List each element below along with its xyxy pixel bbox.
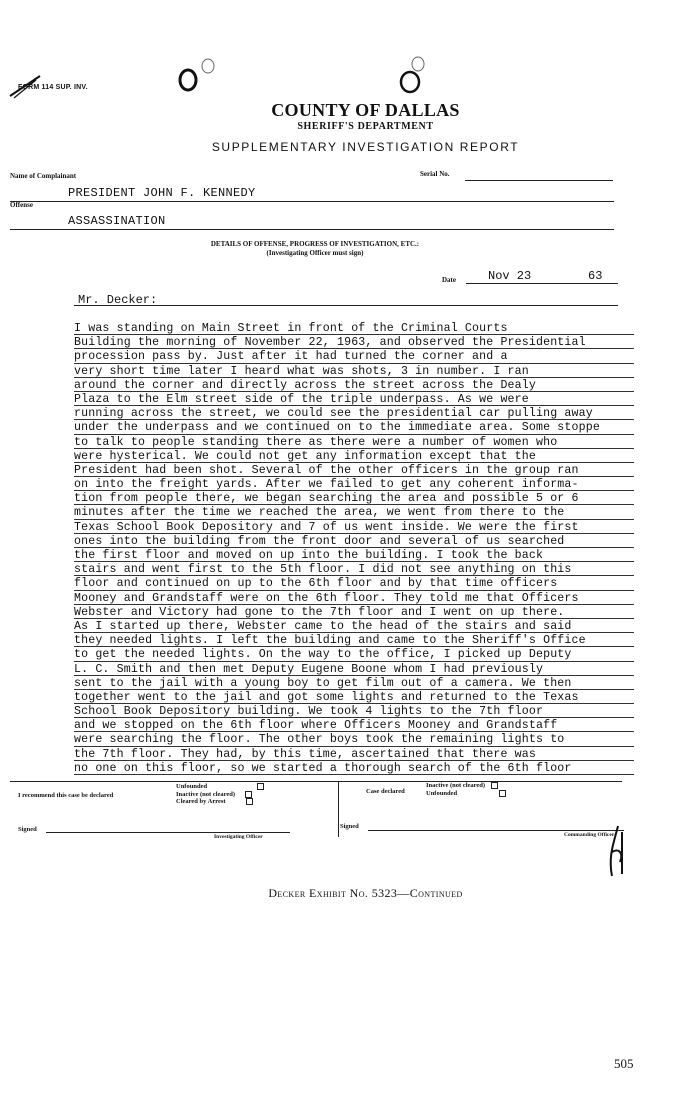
punch-hole-icon (392, 54, 432, 96)
body-underline (74, 448, 634, 449)
body-underline (74, 632, 634, 633)
body-underline (74, 348, 634, 349)
body-underline (74, 746, 634, 747)
investigating-officer-label: Investigating Officer (214, 834, 263, 840)
body-line: Plaza to the Elm street side of the triple underpass. As we were (74, 393, 634, 407)
body-line: under the underpass and we continued on to the immediate area. Some stoppe (74, 421, 634, 435)
body-line: stairs and went first to the 5th floor. I did not see anything on this (74, 563, 634, 577)
body-line: to talk to people standing there as there were a number of women who (74, 436, 634, 450)
body-underline (74, 334, 634, 335)
body-line: and we stopped on the 6th floor where Officers Mooney and Grandstaff (74, 719, 634, 733)
checkbox[interactable] (499, 790, 506, 797)
body-underline (74, 703, 634, 704)
body-underline (74, 675, 634, 676)
checkbox[interactable] (245, 791, 252, 798)
report-body (74, 322, 634, 776)
exhibit-caption: Decker Exhibit No. 5323—Continued (268, 886, 463, 900)
body-underline (74, 618, 634, 619)
body-underline (74, 575, 634, 576)
body-line: they needed lights. I left the building and came to the Sheriff's Office (74, 634, 634, 648)
body-line: no one on this floor, so we started a thorough search of the 6th floor (74, 762, 634, 776)
body-line: I was standing on Main Street in front of the Criminal Courts (74, 322, 634, 336)
body-line: running across the street, we could see the presidential car pulling away (74, 407, 634, 421)
body-underline (74, 774, 634, 775)
report-title: SUPPLEMENTARY INVESTIGATION REPORT (211, 140, 520, 154)
body-line: on into the freight yards. After we failed to get any coherent informa- (74, 478, 634, 492)
body-line: the first floor and moved on up into the building. I took the back (74, 549, 634, 563)
checkbox[interactable] (246, 798, 253, 805)
signature-scribble-icon (598, 822, 638, 882)
body-line: L. C. Smith and then met Deputy Eugene Boone whom I had previously (74, 663, 634, 677)
body-underline (74, 391, 634, 392)
body-underline (74, 533, 634, 534)
body-underline (74, 731, 634, 732)
date-value: Nov 23 (488, 269, 532, 283)
body-underline (74, 476, 634, 477)
department-title: SHERIFF'S DEPARTMENT (297, 121, 434, 132)
body-underline (74, 363, 634, 364)
body-line: were searching the floor. The other boys took the remaining lights to (74, 733, 634, 747)
body-underline (74, 717, 634, 718)
body-underline (74, 462, 634, 463)
date-line (466, 283, 618, 284)
option-cleared[interactable]: Cleared by Arrest (176, 798, 264, 806)
signed-label-right: Signed (340, 823, 359, 830)
signed-label-left: Signed (18, 826, 37, 833)
salutation: Mr. Decker: (78, 293, 158, 307)
body-line: Building the morning of November 22, 1963, and observed the Presidential (74, 336, 634, 350)
body-underline (74, 490, 634, 491)
punch-hole-icon (172, 56, 222, 96)
salutation-line (74, 305, 618, 306)
body-line: together went to the jail and got some lights and returned to the Texas (74, 691, 634, 705)
section-divider (10, 781, 622, 782)
option-unfounded[interactable]: Unfounded (176, 783, 264, 791)
offense-value: ASSASSINATION (68, 214, 166, 228)
body-underline (74, 504, 634, 505)
body-line: floor and continued on up to the 6th floor and by that time officers (74, 577, 634, 591)
body-underline (74, 377, 634, 378)
details-line1: DETAILS OF OFFENSE, PROGRESS OF INVESTIGATION, ETC.: (210, 240, 420, 248)
body-line: ones into the building from the front door and several of us searched (74, 535, 634, 549)
checkbox[interactable] (257, 783, 264, 790)
body-underline (74, 604, 634, 605)
body-underline (74, 419, 634, 420)
complainant-label: Name of Complainant (10, 172, 77, 180)
body-underline (74, 561, 634, 562)
body-line: tion from people there, we began searching the area and possible 5 or 6 (74, 492, 634, 506)
body-line: around the corner and directly across the street across the Dealy (74, 379, 634, 393)
option-inactive[interactable]: Inactive (not cleared) (176, 791, 264, 799)
complainant-line (10, 201, 614, 202)
year-value: 63 (588, 269, 603, 283)
body-underline (74, 519, 634, 520)
case-declared-label: Case declared (366, 788, 405, 795)
date-label: Date (442, 276, 456, 284)
recommend-options (176, 783, 264, 806)
strike-mark-icon (6, 72, 46, 100)
body-line: to get the needed lights. On the way to the office, I picked up Deputy (74, 648, 634, 662)
body-underline (74, 405, 634, 406)
details-heading (150, 240, 480, 258)
form-number: FORM 114 SUP. INV. (18, 84, 88, 91)
body-line: the 7th floor. They had, by this time, ascertained that there was (74, 748, 634, 762)
body-line: Webster and Victory had gone to the 7th floor and I went on up there. (74, 606, 634, 620)
complainant-value: PRESIDENT JOHN F. KENNEDY (68, 186, 256, 200)
body-line: procession pass by. Just after it had turned the corner and a (74, 350, 634, 364)
body-line: very short time later I heard what was shots, 3 in number. I ran (74, 365, 634, 379)
body-underline (74, 646, 634, 647)
body-line: As I started up there, Webster came to the head of the stairs and said (74, 620, 634, 634)
case-options (426, 782, 506, 797)
offense-label: Offense (10, 201, 33, 209)
checkbox[interactable] (491, 782, 498, 789)
body-underline (74, 434, 634, 435)
body-underline (74, 689, 634, 690)
body-underline (74, 547, 634, 548)
body-underline (74, 760, 634, 761)
serial-label: Serial No. (420, 170, 450, 178)
body-line: Texas School Book Depository and 7 of us went inside. We were the first (74, 521, 634, 535)
body-line: President had been shot. Several of the other officers in the group ran (74, 464, 634, 478)
body-underline (74, 590, 634, 591)
signature-line-left (46, 832, 290, 833)
option-inactive-right[interactable]: Inactive (not cleared) (426, 782, 506, 790)
body-line: minutes after the time we reached the area, we went from there to the (74, 506, 634, 520)
body-line: were hysterical. We could not get any information except that the (74, 450, 634, 464)
body-line: Mooney and Grandstaff were on the 6th floor. They told me that Officers (74, 592, 634, 606)
serial-line (465, 180, 613, 181)
county-title: COUNTY OF DALLAS (271, 100, 460, 120)
signature-line-right (368, 830, 624, 831)
commanding-officer-label: Commanding Officer (564, 832, 615, 838)
section-vertical-divider (338, 781, 339, 837)
body-underline (74, 661, 634, 662)
body-line: School Book Depository building. We took 4 lights to the 7th floor (74, 705, 634, 719)
offense-line (10, 229, 614, 230)
page-number: 505 (614, 1056, 634, 1071)
recommend-label: I recommend this case be declared (18, 792, 114, 799)
body-line: sent to the jail with a young boy to get film out of a camera. We then (74, 677, 634, 691)
details-line2: (Investigating Officer must sign) (266, 249, 364, 257)
option-unfounded-right[interactable]: Unfounded (426, 790, 506, 798)
